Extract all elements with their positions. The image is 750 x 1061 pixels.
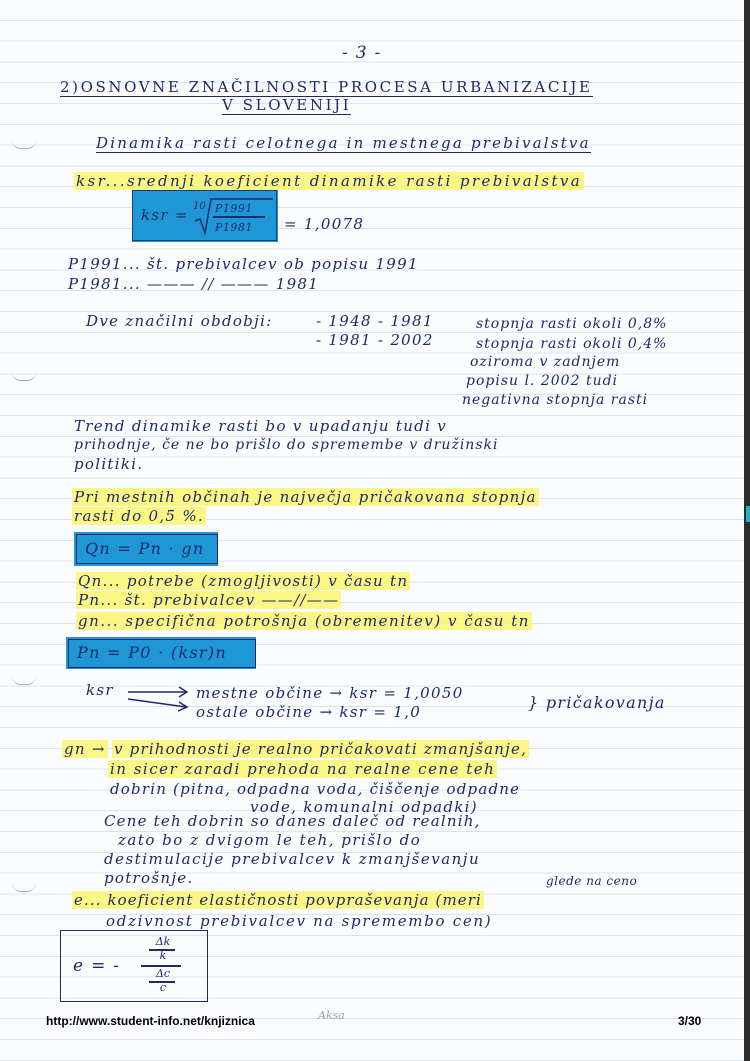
k-symbol: k: [159, 949, 167, 962]
delta-k: Δk: [155, 935, 171, 948]
binder-hole-mark: [12, 140, 36, 149]
urban-growth-text: Pri mestnih občinah je največja pričakovana stopnja: [74, 488, 537, 506]
signature-mark: Aksa: [318, 1009, 345, 1022]
binder-hole-mark: [12, 676, 36, 685]
price-text: destimulacije prebivalcev k zmanjševanju: [104, 850, 481, 868]
trend-text: prihodnje, če ne bo prišlo do spremembe v družinski: [74, 437, 499, 453]
gn-text: in sicer zaradi prehoda na realne cene teh: [110, 760, 496, 778]
expectations-note: } pričakovanja: [528, 693, 666, 712]
gn-text: vode, komunalni odpadki): [250, 798, 478, 816]
elasticity-definition: e... koeficient elastičnosti povpraševanja (meri: [74, 891, 482, 909]
footer-url: http://www.student-info.net/knjiznica: [46, 1014, 255, 1028]
page-number: - 3 -: [342, 43, 382, 63]
gn-text: v prihodnosti je realno pričakovati zmanjšanje,: [114, 740, 528, 758]
period-2-note: negativna stopnja rasti: [462, 392, 649, 408]
branch-arrows-icon: [126, 683, 192, 713]
price-insert-note: glede na ceno: [546, 874, 638, 888]
section-title: 2)OSNOVNE ZNAČILNOSTI PROCESA URBANIZACIJE: [60, 78, 593, 96]
ksr-denominator: P1981: [215, 221, 253, 234]
gn-text: dobrin (pitna, odpadna voda, čiščenje odpadne: [110, 780, 521, 798]
ksr-cases-label: ksr: [86, 681, 114, 699]
elasticity-definition: odzivnost prebivalcev na spremembo cen): [106, 912, 493, 930]
ksr-numerator: P1991: [215, 202, 253, 215]
trend-text: Trend dinamike rasti bo v upadanju tudi v: [74, 417, 448, 435]
ksr-formula-lhs: ksr =: [141, 206, 189, 224]
c-symbol: c: [159, 981, 167, 994]
page-edge-shadow: [744, 0, 750, 1061]
pn-definition: Pn... št. prebivalcev ——//——: [78, 591, 340, 609]
ksr-definition: ksr...srednji koeficient dinamike rasti prebivalstva: [76, 172, 583, 190]
urban-growth-text: rasti do 0,5 %.: [74, 507, 204, 525]
gn-definition: gn... specifična potrošnja (obremenitev) v času tn: [78, 612, 530, 630]
subheading: Dinamika rasti celotnega in mestnega prebivalstva: [96, 134, 591, 152]
page-tab-marker: [746, 506, 750, 522]
p1991-definition: P1991... št. prebivalcev ob popisu 1991: [68, 255, 419, 273]
pn-formula: Pn = P0 · (ksr)n: [77, 643, 227, 662]
ksr-case-urban: mestne občine → ksr = 1,0050: [196, 684, 464, 702]
price-text: zato bo z dvigom le teh, prišlo do: [118, 831, 422, 849]
root-index: 10: [193, 201, 206, 212]
binder-hole-mark: [12, 883, 36, 892]
qn-formula-box: [76, 534, 218, 564]
pn-formula-box: [68, 639, 256, 668]
period-1-note: stopnja rasti okoli 0,8%: [476, 316, 668, 332]
section-title-line2: V SLOVENIJI: [222, 96, 352, 114]
ksr-case-other: ostale občine → ksr = 1,0: [196, 703, 422, 721]
elasticity-formula-box: [60, 930, 208, 1002]
elasticity-lhs: e = -: [73, 956, 121, 976]
period-2-note: popisu l. 2002 tudi: [466, 373, 619, 389]
price-text: potrošnje.: [104, 869, 194, 887]
period-1: - 1948 - 1981: [316, 312, 434, 330]
ksr-result: = 1,0078: [284, 215, 365, 233]
qn-formula: Qn = Pn · gn: [85, 539, 205, 558]
period-2-note: oziroma v zadnjem: [470, 354, 621, 370]
ksr-fraction-bar: [213, 216, 265, 218]
footer-page-count: 3/30: [678, 1014, 702, 1028]
qn-definition: Qn... potrebe (zmogljivosti) v času tn: [78, 572, 409, 590]
gn-label: gn →: [64, 740, 106, 758]
period-2-note: stopnja rasti okoli 0,4%: [476, 336, 668, 352]
ksr-formula-box: [132, 190, 277, 241]
price-text: Cene teh dobrin so danes daleč od realnih,: [104, 812, 481, 830]
periods-label: Dve značilni obdobji:: [86, 312, 273, 330]
trend-text: politiki.: [74, 455, 144, 473]
binder-hole-mark: [12, 372, 36, 381]
delta-c: Δc: [155, 967, 171, 980]
p1981-definition: P1981... ——— // ——— 1981: [68, 275, 320, 293]
period-2: - 1981 - 2002: [316, 331, 434, 349]
